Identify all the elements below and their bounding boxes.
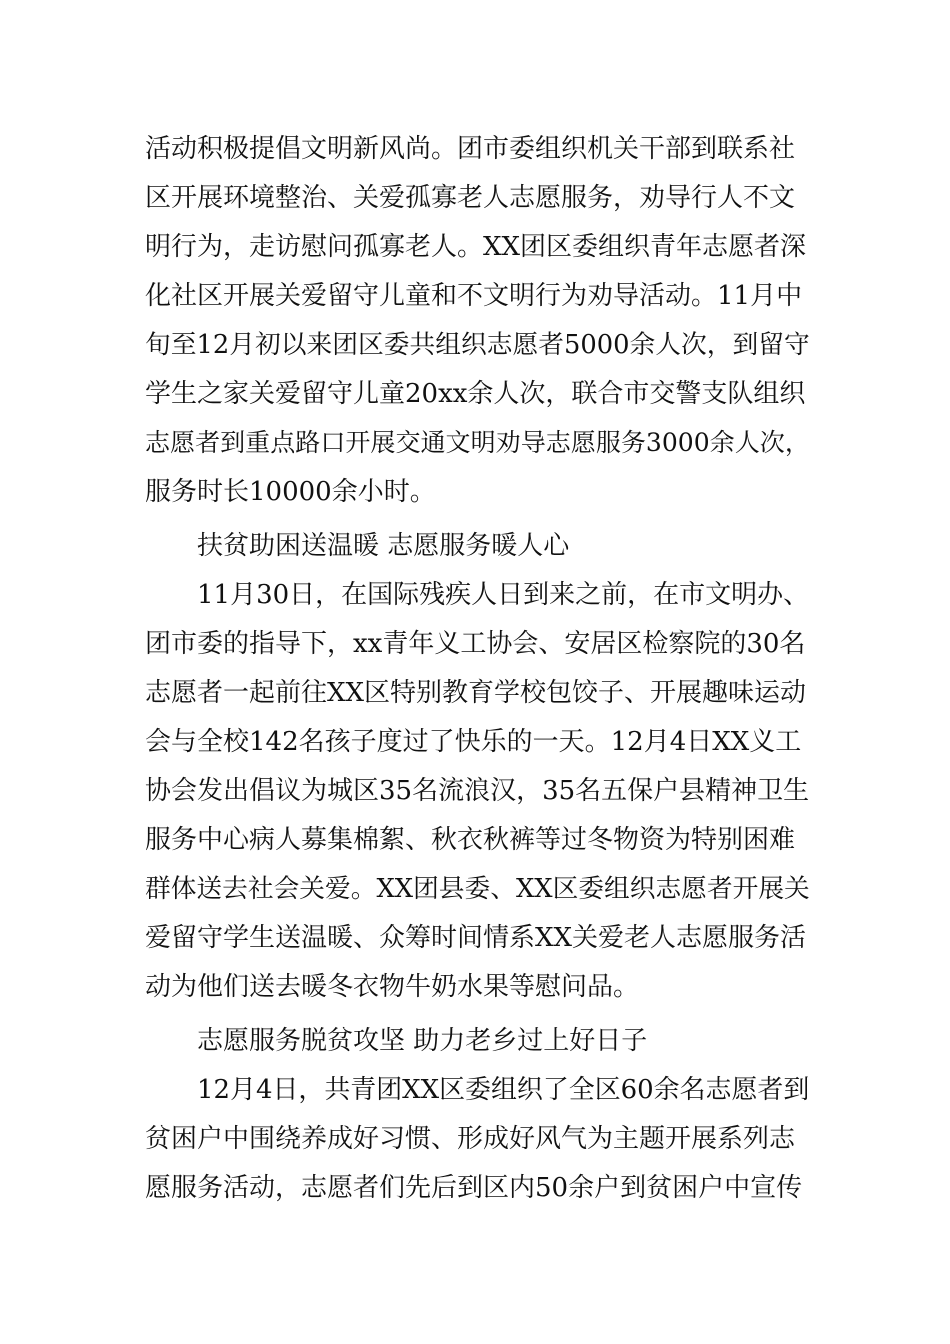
body-text-line: 贫困户中围绕养成好习惯、形成好风气为主题开展系列志 [145, 1124, 796, 1154]
body-text-line: 服务时长10000余小时。 [145, 477, 436, 507]
body-text-line: 动为他们送去暖冬衣物牛奶水果等慰问品。 [145, 972, 640, 1002]
body-text-line: 团市委的指导下，xx青年义工协会、安居区检察院的30名 [145, 629, 806, 659]
body-text-line: 志愿者一起前往XX区特别教育学校包饺子、开展趣味运动 [145, 678, 807, 708]
body-text-line: 愿服务活动，志愿者们先后到区内50余户到贫困户中宣传 [145, 1173, 803, 1203]
body-text-line: 旬至12月初以来团区委共组织志愿者5000余人次，到留守 [145, 330, 810, 360]
body-text-line: 12月4日，共青团XX区委组织了全区60余名志愿者到 [197, 1075, 810, 1105]
body-text-line: 爱留守学生送温暖、众筹时间情系XX关爱老人志愿服务活 [145, 923, 807, 953]
body-text-line: 学生之家关爱留守儿童20xx余人次，联合市交警支队组织 [145, 379, 806, 409]
body-text-line: 会与全校142名孩子度过了快乐的一天。12月4日XX义工 [145, 727, 802, 757]
body-text-line: 化社区开展关爱留守儿童和不文明行为劝导活动。11月中 [145, 281, 803, 311]
section-heading: 扶贫助困送温暖 志愿服务暖人心 [197, 531, 570, 561]
body-text-line: 明行为，走访慰问孤寡老人。XX团区委组织青年志愿者深 [145, 232, 807, 262]
body-text-line: 志愿者到重点路口开展交通文明劝导志愿服务3000余人次， [145, 428, 810, 457]
body-text-line: 活动积极提倡文明新风尚。团市委组织机关干部到联系社 [145, 134, 796, 164]
body-text-line: 11月30日，在国际残疾人日到来之前，在市文明办、 [197, 580, 810, 610]
body-text-line: 群体送去社会关爱。XX团县委、XX区委组织志愿者开展关 [145, 874, 810, 904]
body-text-line: 区开展环境整治、关爱孤寡老人志愿服务，劝导行人不文 [145, 183, 796, 213]
section-heading: 志愿服务脱贫攻坚 助力老乡过上好日子 [197, 1026, 648, 1056]
body-text-line: 协会发出倡议为城区35名流浪汉，35名五保户县精神卫生 [145, 776, 810, 806]
body-text-line: 服务中心病人募集棉絮、秋衣秋裤等过冬物资为特别困难 [145, 825, 796, 855]
